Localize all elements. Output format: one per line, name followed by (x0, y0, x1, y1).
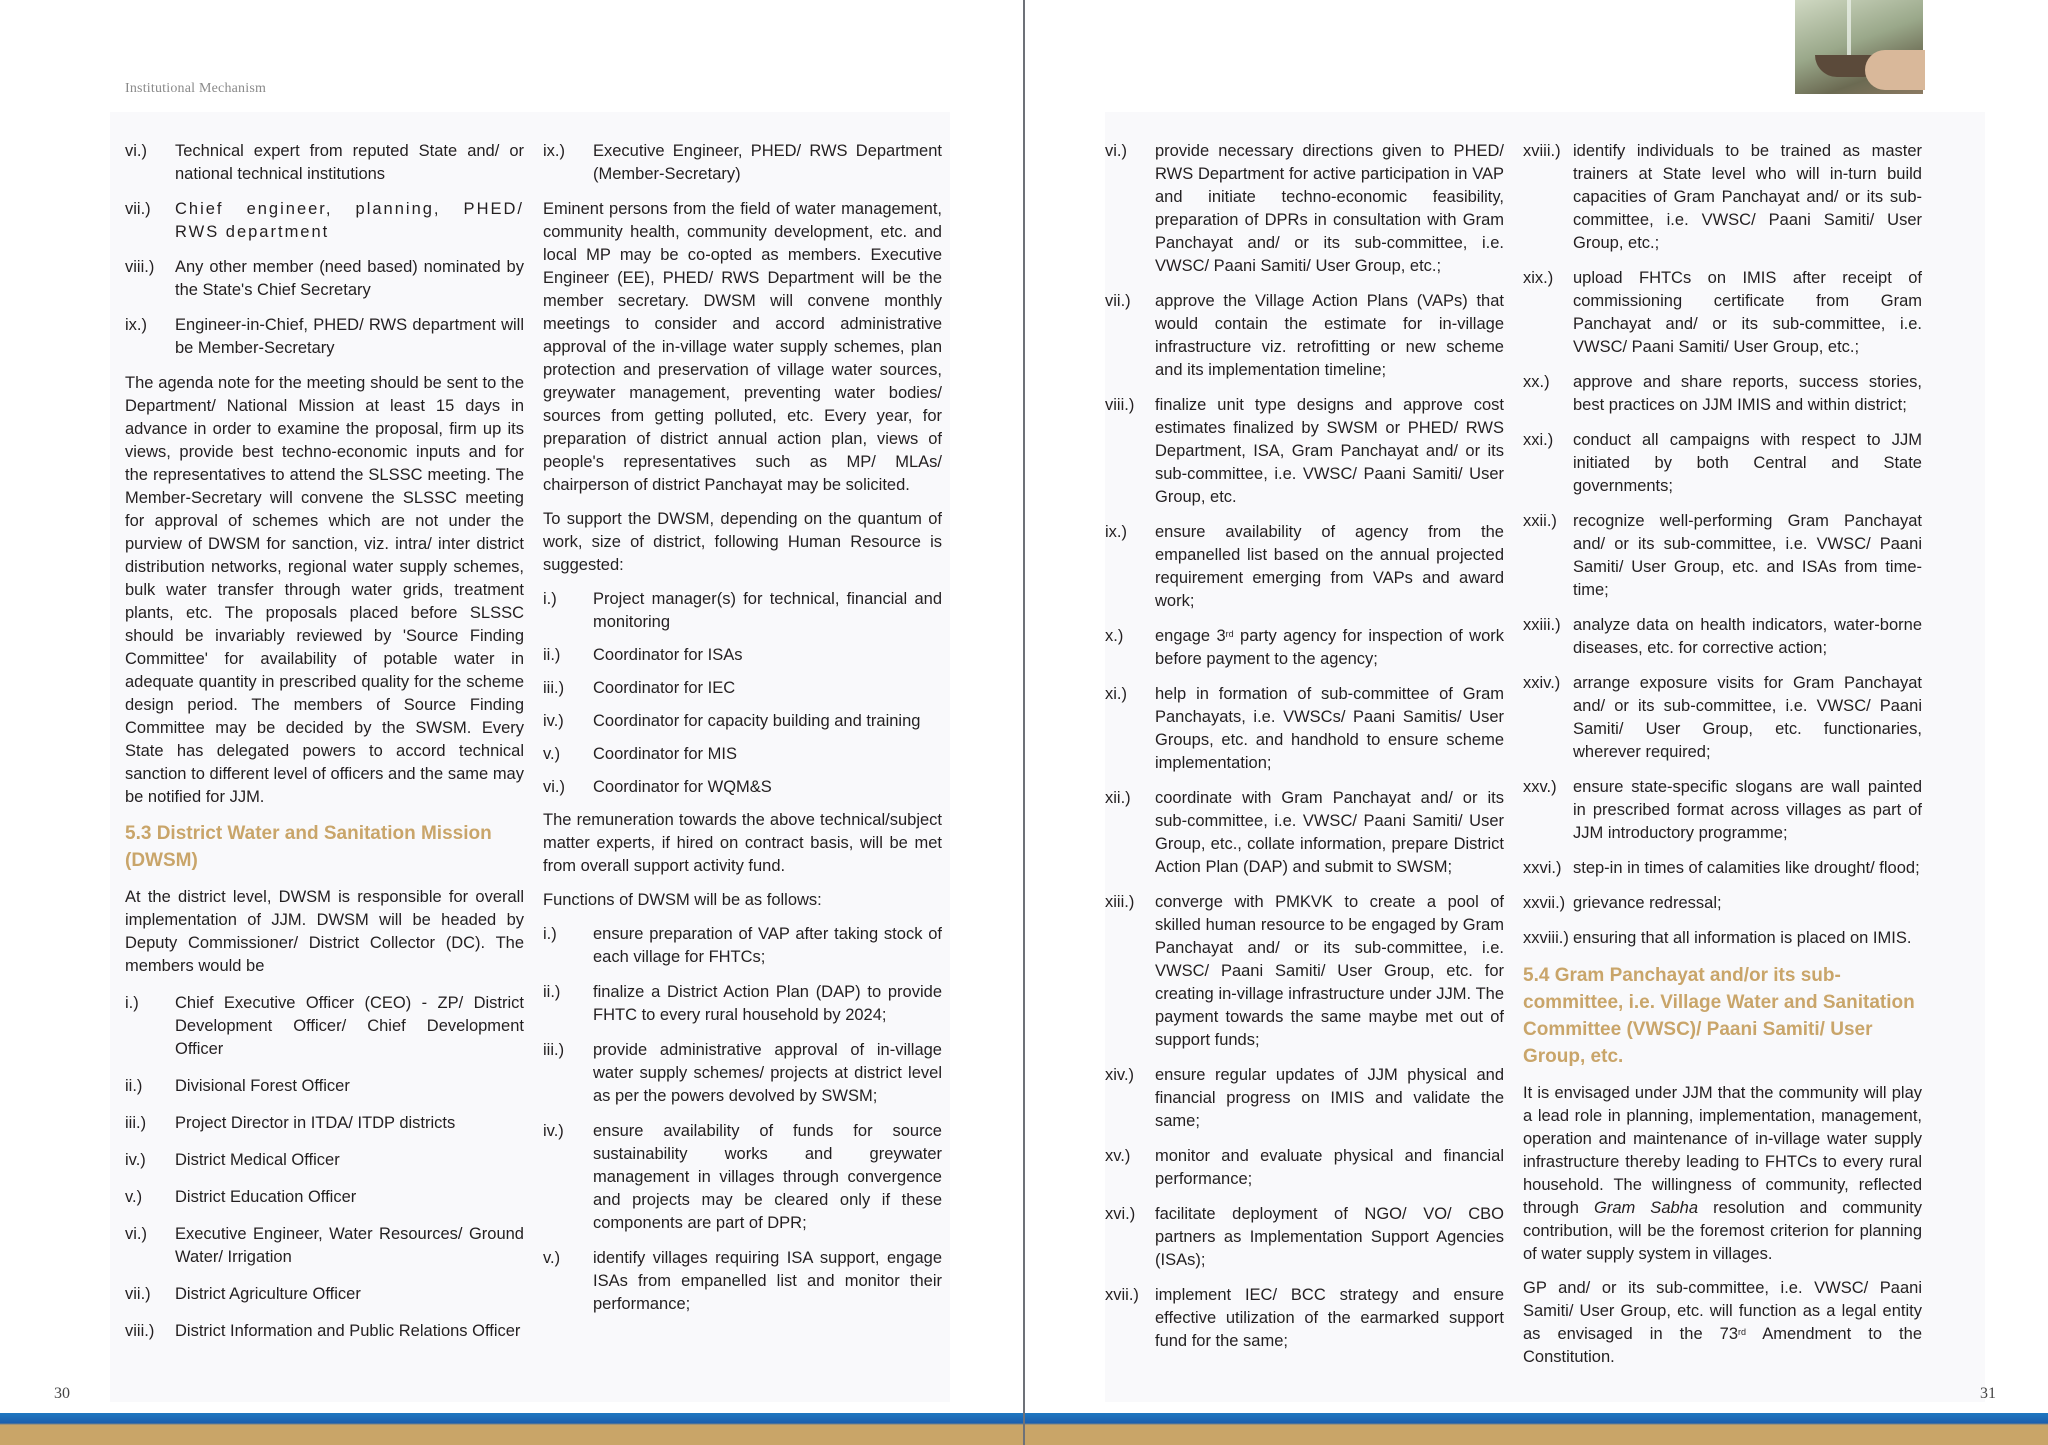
item-number: xviii.) (1523, 142, 1561, 160)
item-text: Coordinator for IEC (593, 679, 736, 697)
item-text (1155, 627, 1504, 668)
hand-shape (1865, 50, 1925, 90)
list-item (543, 1120, 942, 1235)
superscript: rd (1738, 1327, 1747, 1337)
item-text: Coordinator for MIS (593, 745, 737, 763)
item-number: xxi.) (1523, 431, 1554, 449)
list-item (125, 1283, 524, 1306)
item-number: xi.) (1105, 685, 1127, 703)
gp-text-after: Amendment to the Constitution. (1523, 1325, 1922, 1366)
item-text-before: engage 3 (1155, 627, 1226, 645)
item-number: v.) (543, 1249, 561, 1267)
footer-band (1025, 1413, 2048, 1445)
item-text: Chief Executive Officer (CEO) - ZP/ District Development Officer/ Chief Development Officer (175, 994, 524, 1058)
item-number: xvi.) (1105, 1205, 1136, 1223)
list-item (125, 1223, 524, 1269)
superscript: rd (1225, 629, 1234, 639)
list-item (543, 1039, 942, 1108)
item-text: identify individuals to be trained as master trainers at State level who will in-turn build capacities of Gram Panchayat and/ or its sub-committee, i.e. VWSC/ Paani Samiti/ User Group, etc.; (1573, 142, 1922, 252)
running-header: Institutional Mechanism (125, 81, 267, 96)
item-number: iv.) (125, 1151, 146, 1169)
left-column-2 (543, 140, 942, 1328)
remuneration-paragraph: The remuneration towards the above technical/subject matter experts, if hired on contract basis, will be met from overall support activity fund. (543, 811, 942, 875)
item-text: approve the Village Action Plans (VAPs) that would contain the estimate for in-village infrastructure viz. retrofitting or new scheme and its implementation timeline; (1155, 292, 1504, 379)
item-number: xvii.) (1105, 1286, 1139, 1304)
item-text: Project manager(s) for technical, financial and monitoring (593, 590, 942, 631)
item-text: Chief engineer, planning, PHED/ RWS department (175, 200, 524, 241)
item-text: implement IEC/ BCC strategy and ensure effective utilization of the earmarked support fund for the same; (1155, 1286, 1504, 1350)
list-item (125, 140, 524, 186)
list-item (1105, 683, 1504, 775)
item-number: ix.) (1105, 523, 1127, 541)
item-text: ensure preparation of VAP after taking stock of each village for FHTCs; (593, 925, 942, 966)
section-heading-5-4: 5.4 Gram Panchayat and/or its sub-committee, i.e. Village Water and Sanitation Committee (VWSC)/ Paani Samiti/ User Group, etc. (1523, 965, 1915, 1067)
item-number: xxii.) (1523, 512, 1557, 530)
item-text: grievance redressal; (1573, 894, 1722, 912)
item-number: xix.) (1523, 269, 1554, 287)
list-item (125, 198, 524, 244)
list-item (1523, 371, 1922, 417)
list-item (125, 1112, 524, 1135)
item-number: ix.) (543, 142, 565, 160)
list-item (543, 588, 942, 634)
slssc-members-list (125, 140, 524, 360)
item-text: ensure availability of agency from the empanelled list based on the annual projected requirement emerging from VAPs and award work; (1155, 523, 1504, 610)
item-number: xiv.) (1105, 1066, 1135, 1084)
item-number: v.) (125, 1188, 143, 1206)
list-item (1105, 625, 1504, 671)
item-number: vi.) (125, 142, 147, 160)
list-item (1105, 1064, 1504, 1133)
item-number: xii.) (1105, 789, 1131, 807)
item-text: Coordinator for WQM&S (593, 778, 772, 796)
item-text: finalize a District Action Plan (DAP) to provide FHTC to every rural household by 2024; (593, 983, 942, 1024)
list-item (1105, 394, 1504, 509)
list-item (543, 140, 942, 186)
section-heading-5-3: 5.3 District Water and Sanitation Mission (DWSM) (125, 823, 492, 871)
item-number: vi.) (1105, 142, 1127, 160)
item-number: vii.) (1105, 292, 1131, 310)
list-item (125, 1075, 524, 1098)
eminent-paragraph: Eminent persons from the field of water management, community health, community development, etc. and local MP may be co-opted as members. Executive Engineer (EE), PHED/ RWS Department will be the member secretary. DWSM will convene monthly meetings to consider and accord administrative approval of the in-village water supply schemes, plan protection and preservation of village water sources, greywater management, preventing water bodies/ sources from getting polluted, etc. Every year, for preparation of district annual action plan, views of people's representatives such as MP/ MLAs/ chairperson of district Panchayat may be solicited. (543, 200, 942, 494)
item-text: provide administrative approval of in-village water supply schemes/ projects at district level as per the powers devolved by SWSM; (593, 1041, 942, 1105)
hr-list (543, 588, 942, 799)
gp-text-before: GP and/ or its sub-committee, i.e. VWSC/ Paani Samiti/ User Group, etc. will function as a legal entity as envisaged in the 73 (1523, 1279, 1922, 1343)
list-item (1105, 1203, 1504, 1272)
item-number: ii.) (125, 1077, 143, 1095)
list-item (125, 992, 524, 1061)
item-text: ensure availability of funds for source sustainability works and greywater management in villages through convergence and projects may be cleared only if these components are part of DPR; (593, 1122, 942, 1232)
page-number: 30 (54, 1385, 70, 1402)
item-number: viii.) (125, 1322, 155, 1340)
list-item (1105, 521, 1504, 613)
item-text: ensuring that all information is placed on IMIS. (1573, 929, 1912, 947)
item-number: i.) (543, 925, 557, 943)
item-number: ii.) (543, 983, 561, 1001)
item-number: xx.) (1523, 373, 1550, 391)
list-item (543, 743, 942, 766)
list-item (543, 1247, 942, 1316)
item-number: iii.) (543, 679, 565, 697)
envisaged-text-after: resolution and community contribution, will be the foremost criterion for planning of water supply system in villages. (1523, 1199, 1923, 1263)
list-item (1523, 927, 1922, 950)
item-text: provide necessary directions given to PHED/ RWS Department for active participation in VAP and initiate techno-economic feasibility, preparation of DPRs in consultation with Gram Panchayat and/ or its sub-committee, i.e. VWSC/ Paani Samiti/ User Group, etc.; (1155, 142, 1504, 275)
footer-band (0, 1413, 1023, 1445)
list-item (543, 644, 942, 667)
list-item (1523, 510, 1922, 602)
list-item (1523, 857, 1922, 880)
item-text: Any other member (need based) nominated by the State's Chief Secretary (175, 258, 524, 299)
item-text: Executive Engineer, Water Resources/ Ground Water/ Irrigation (175, 1225, 524, 1266)
left-column-1 (125, 140, 524, 1357)
item-number: iv.) (543, 1122, 564, 1140)
item-text: monitor and evaluate physical and financial performance; (1155, 1147, 1504, 1188)
list-item (125, 256, 524, 302)
list-item (1105, 140, 1504, 278)
list-item (1523, 892, 1922, 915)
left-page (0, 0, 1023, 1445)
header-photo (1795, 0, 1923, 94)
item-text: converge with PMKVK to create a pool of skilled human resource to be engaged by Gram Panchayat and/ or its sub-committee, i.e. VWSC/ Paani Samiti/ User Group, etc. for creating in-village infrastructure under JJM. The payment towards the same maybe met out of support funds; (1155, 893, 1504, 1049)
item-number: iii.) (125, 1114, 147, 1132)
item-number: xxiv.) (1523, 674, 1561, 692)
item-text: Coordinator for ISAs (593, 646, 743, 664)
list-item (543, 710, 942, 733)
list-item (543, 923, 942, 969)
item-number: xv.) (1105, 1147, 1131, 1165)
list-item (1523, 140, 1922, 255)
envisaged-paragraph (1523, 1082, 1922, 1266)
list-item (1523, 267, 1922, 359)
list-item (1523, 614, 1922, 660)
item-text: coordinate with Gram Panchayat and/ or its sub-committee, i.e. VWSC/ Paani Samiti/ User Group, etc., collate information, prepare District Action Plan (DAP) and submit to SWSM; (1155, 789, 1504, 876)
item-text: District Education Officer (175, 1188, 357, 1206)
list-item (543, 677, 942, 700)
functions-intro: Functions of DWSM will be as follows: (543, 891, 822, 909)
item-text: District Medical Officer (175, 1151, 340, 1169)
item-number: x.) (1105, 627, 1124, 645)
envisaged-text-before: It is envisaged under JJM that the community will play a lead role in planning, implementation, management, operation and maintenance of in-village water supply infrastructure thereby leading to FHTCs to every rural household. The willingness of community, reflected through (1523, 1084, 1922, 1217)
item-text: Divisional Forest Officer (175, 1077, 350, 1095)
item-text: Engineer-in-Chief, PHED/ RWS department will be Member-Secretary (175, 316, 524, 357)
list-item (1105, 290, 1504, 382)
gp-legal-paragraph (1523, 1277, 1922, 1369)
item-number: xxv.) (1523, 778, 1557, 796)
item-text: District Information and Public Relations Officer (175, 1322, 521, 1340)
item-number: iii.) (543, 1041, 565, 1059)
item-number: xxiii.) (1523, 616, 1561, 634)
list-item (1105, 787, 1504, 879)
item-number: vii.) (125, 1285, 151, 1303)
list-item (543, 776, 942, 799)
item-number: xxvi.) (1523, 859, 1562, 877)
district-paragraph: At the district level, DWSM is responsible for overall implementation of JJM. DWSM will be headed by Deputy Commissioner/ District Collector (DC). The members would be (125, 888, 524, 975)
support-paragraph: To support the DWSM, depending on the quantum of work, size of district, following Human Resource is suggested: (543, 510, 942, 574)
item-text: help in formation of sub-committee of Gram Panchayats, i.e. VWSCs/ Paani Samitis/ User Groups, etc. and handhold to ensure scheme implementation; (1155, 685, 1504, 772)
item-text: Technical expert from reputed State and/ or national technical institutions (175, 142, 524, 183)
item-text: step-in in times of calamities like drought/ flood; (1573, 859, 1920, 877)
functions-list (543, 923, 942, 1316)
item-text: approve and share reports, success stories, best practices on JJM IMIS and within district; (1573, 373, 1922, 414)
right-column-2 (1523, 140, 1922, 1380)
item-number: xxvii.) (1523, 894, 1566, 912)
list-item (1523, 776, 1922, 845)
item-text: conduct all campaigns with respect to JJM initiated by both Central and State governments; (1573, 431, 1922, 495)
page-number: 31 (1980, 1385, 1996, 1402)
water-stream (1847, 0, 1851, 58)
item-number: v.) (543, 745, 561, 763)
item-number: vii.) (125, 200, 151, 218)
item-number: xxviii.) (1523, 929, 1569, 947)
item-text: finalize unit type designs and approve cost estimates finalized by SWSM or PHED/ RWS Department, ISA, Gram Panchayat and/ or its sub-committee, i.e. VWSC/ Paani Samiti/ User Group, etc. (1155, 396, 1504, 506)
envisaged-italic: Gram Sabha (1594, 1199, 1699, 1217)
item-text: arrange exposure visits for Gram Panchayat and/ or its sub-committee, i.e. VWSC/ Paani Samiti/ User Group, etc. functionaries, wherever required; (1573, 674, 1922, 761)
list-item (1105, 1284, 1504, 1353)
item-text-after: party agency for inspection of work before payment to the agency; (1155, 627, 1504, 668)
item-text: Project Director in ITDA/ ITDP districts (175, 1114, 456, 1132)
item-text: upload FHTCs on IMIS after receipt of commissioning certificate from Gram Panchayat and/ or its sub-committee, i.e. VWSC/ Paani Samiti/ User Group, etc.; (1573, 269, 1922, 356)
right-page (1025, 0, 2048, 1445)
item-number: i.) (543, 590, 557, 608)
item-text: ensure regular updates of JJM physical and financial progress on IMIS and validate the same; (1155, 1066, 1504, 1130)
item-text: identify villages requiring ISA support, engage ISAs from empanelled list and monitor their performance; (593, 1249, 942, 1313)
list-item (543, 981, 942, 1027)
item-number: xiii.) (1105, 893, 1135, 911)
item-text: District Agriculture Officer (175, 1285, 361, 1303)
item-number: viii.) (1105, 396, 1135, 414)
item-number: ii.) (543, 646, 561, 664)
item-text: analyze data on health indicators, water-borne diseases, etc. for corrective action; (1573, 616, 1922, 657)
item-text: facilitate deployment of NGO/ VO/ CBO partners as Implementation Support Agencies (ISAs); (1155, 1205, 1504, 1269)
item-number: iv.) (543, 712, 564, 730)
functions-list-continued (1523, 140, 1922, 950)
list-item (125, 1320, 524, 1343)
item-text: recognize well-performing Gram Panchayat and/ or its sub-committee, i.e. VWSC/ Paani Samiti/ User Group, etc. and ISAs from time-time; (1573, 512, 1922, 599)
right-column-1 (1105, 140, 1504, 1365)
list-item (1523, 429, 1922, 498)
item-number: vi.) (543, 778, 565, 796)
item-number: i.) (125, 994, 139, 1012)
item-text: Coordinator for capacity building and training (593, 712, 921, 730)
list-item (1105, 891, 1504, 1052)
list-item (125, 1149, 524, 1172)
list-item (125, 314, 524, 360)
item-number: vi.) (125, 1225, 147, 1243)
list-item (1105, 1145, 1504, 1191)
item-text: Executive Engineer, PHED/ RWS Department (Member-Secretary) (593, 142, 942, 183)
list-item (125, 1186, 524, 1209)
item-text: ensure state-specific slogans are wall painted in prescribed format across villages as part of JJM introductory programme; (1573, 778, 1922, 842)
item-number: ix.) (125, 316, 147, 334)
agenda-paragraph: The agenda note for the meeting should be sent to the Department/ National Mission at least 15 days in advance in order to examine the proposal, firm up its views, provide best techno-economic inputs and for the representatives to attend the SLSSC meeting. The Member-Secretary will convene the SLSSC meeting for approval of schemes which are not under the purview of DWSM for sanction, viz. intra/ inter district distribution networks, regional water supply schemes, bulk water transfer through water grids, treatment plants, etc. The proposals placed before SLSSC should be invariably reviewed by 'Source Finding Committee' for availability of potable water in adequate quantity in prescribed quality for the scheme design period. The members of Source Finding Committee may be decided by the SWSM. Every State has delegated powers to accord technical sanction to different level of officers and the same may be notified for JJM. (125, 374, 524, 806)
dwsm-members-list (125, 992, 524, 1343)
item-number: viii.) (125, 258, 155, 276)
list-item (1523, 672, 1922, 764)
